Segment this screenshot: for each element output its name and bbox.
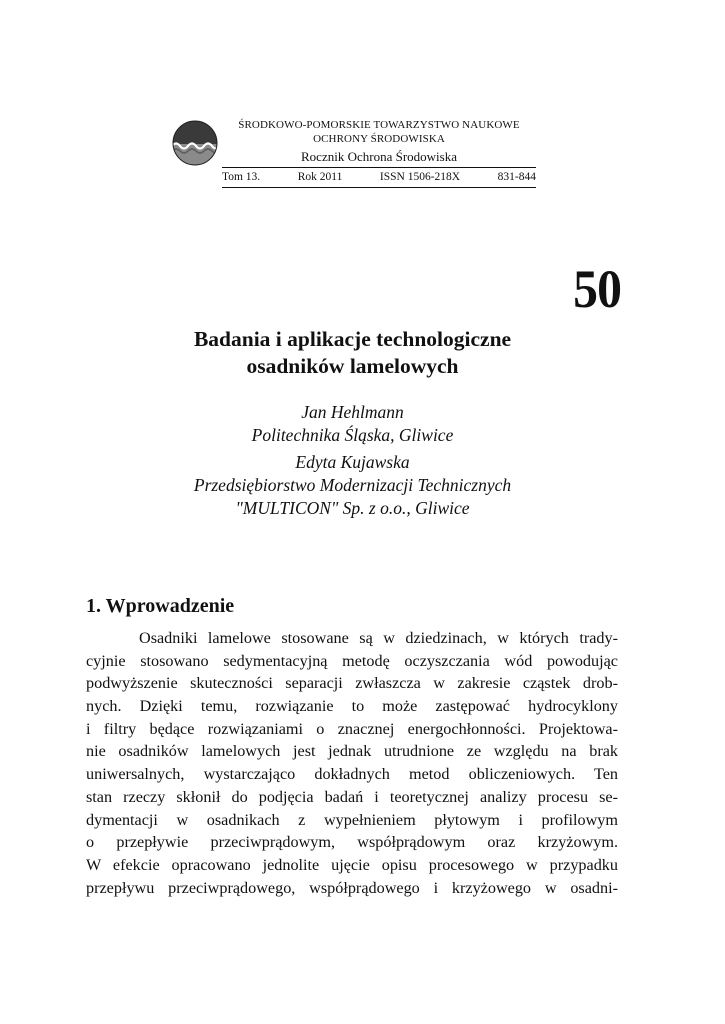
paragraph-line: W efekcie opracowano jednolite ujęcie opisu procesowego w przypadku — [86, 855, 618, 874]
journal-header — [222, 118, 536, 188]
society-name-line2: OCHRONY ŚRODOWISKA — [313, 133, 445, 145]
paragraph-line: dymentacji w osadnikach z wypełnieniem płytowym i profilowym — [86, 810, 618, 829]
paragraph-line: nie osadników lamelowych jest jednak utrudnione ze względu na brak — [86, 742, 618, 761]
paragraph-line: cyjnie stosowano sedymentacyjną metodę oczyszczania wód powodując — [86, 651, 618, 670]
journal-title: Rocznik Ochrona Środowiska — [222, 148, 536, 168]
page-range: 831-844 — [497, 171, 536, 183]
year: Rok 2011 — [297, 171, 343, 183]
section-heading: 1. Wprowadzenie — [86, 595, 235, 617]
author-name: Edyta Kujawska — [295, 452, 410, 472]
paragraph-line: nych. Dzięki temu, rozwiązanie to może zastępować hydrocyklony — [86, 697, 618, 716]
author-affiliation: "MULTICON" Sp. z o.o., Gliwice — [235, 498, 470, 518]
title-line-1: Badania i aplikacje technologiczne — [193, 327, 512, 351]
society-name-line1: ŚRODKOWO-POMORSKIE TOWARZYSTWO NAUKOWE — [238, 119, 520, 131]
authors-block — [0, 401, 705, 520]
journal-meta-row — [222, 168, 536, 188]
paragraph-line: stan rzeczy skłonił do podjęcia badań i teoretycznej analizy procesu se- — [86, 787, 618, 806]
issn: ISSN 1506-218X — [379, 171, 461, 183]
paragraph-line: i filtry będące rozwiązaniami o znacznej energochłonności. Projektowa- — [86, 719, 618, 738]
author-name: Jan Hehlmann — [301, 402, 404, 422]
paragraph-line: o przepływie przeciwprądowym, współprądowym oraz krzyżowym. — [86, 833, 618, 852]
paragraph-line: podwyższenie skuteczności separacji zwłaszcza w zakresie cząstek drob- — [86, 674, 618, 693]
article-number: 50 — [573, 259, 621, 319]
author-affiliation: Przedsiębiorstwo Modernizacji Technicznych — [193, 475, 512, 495]
body-paragraph — [86, 627, 618, 899]
title-line-2: osadników lamelowych — [246, 354, 459, 378]
paragraph-line: przepływu przeciwprądowego, współprądowego i krzyżowego w osadni- — [86, 878, 618, 897]
society-logo — [172, 120, 218, 166]
paragraph-line: uniwersalnych, wystarczająco dokładnych metod obliczeniowych. Ten — [86, 765, 618, 784]
paragraph-line: Osadniki lamelowe stosowane są w dziedzinach, w których trady- — [139, 629, 618, 647]
author-affiliation: Politechnika Śląska, Gliwice — [251, 425, 454, 445]
volume: Tom 13. — [222, 171, 261, 183]
article-title — [0, 326, 705, 380]
